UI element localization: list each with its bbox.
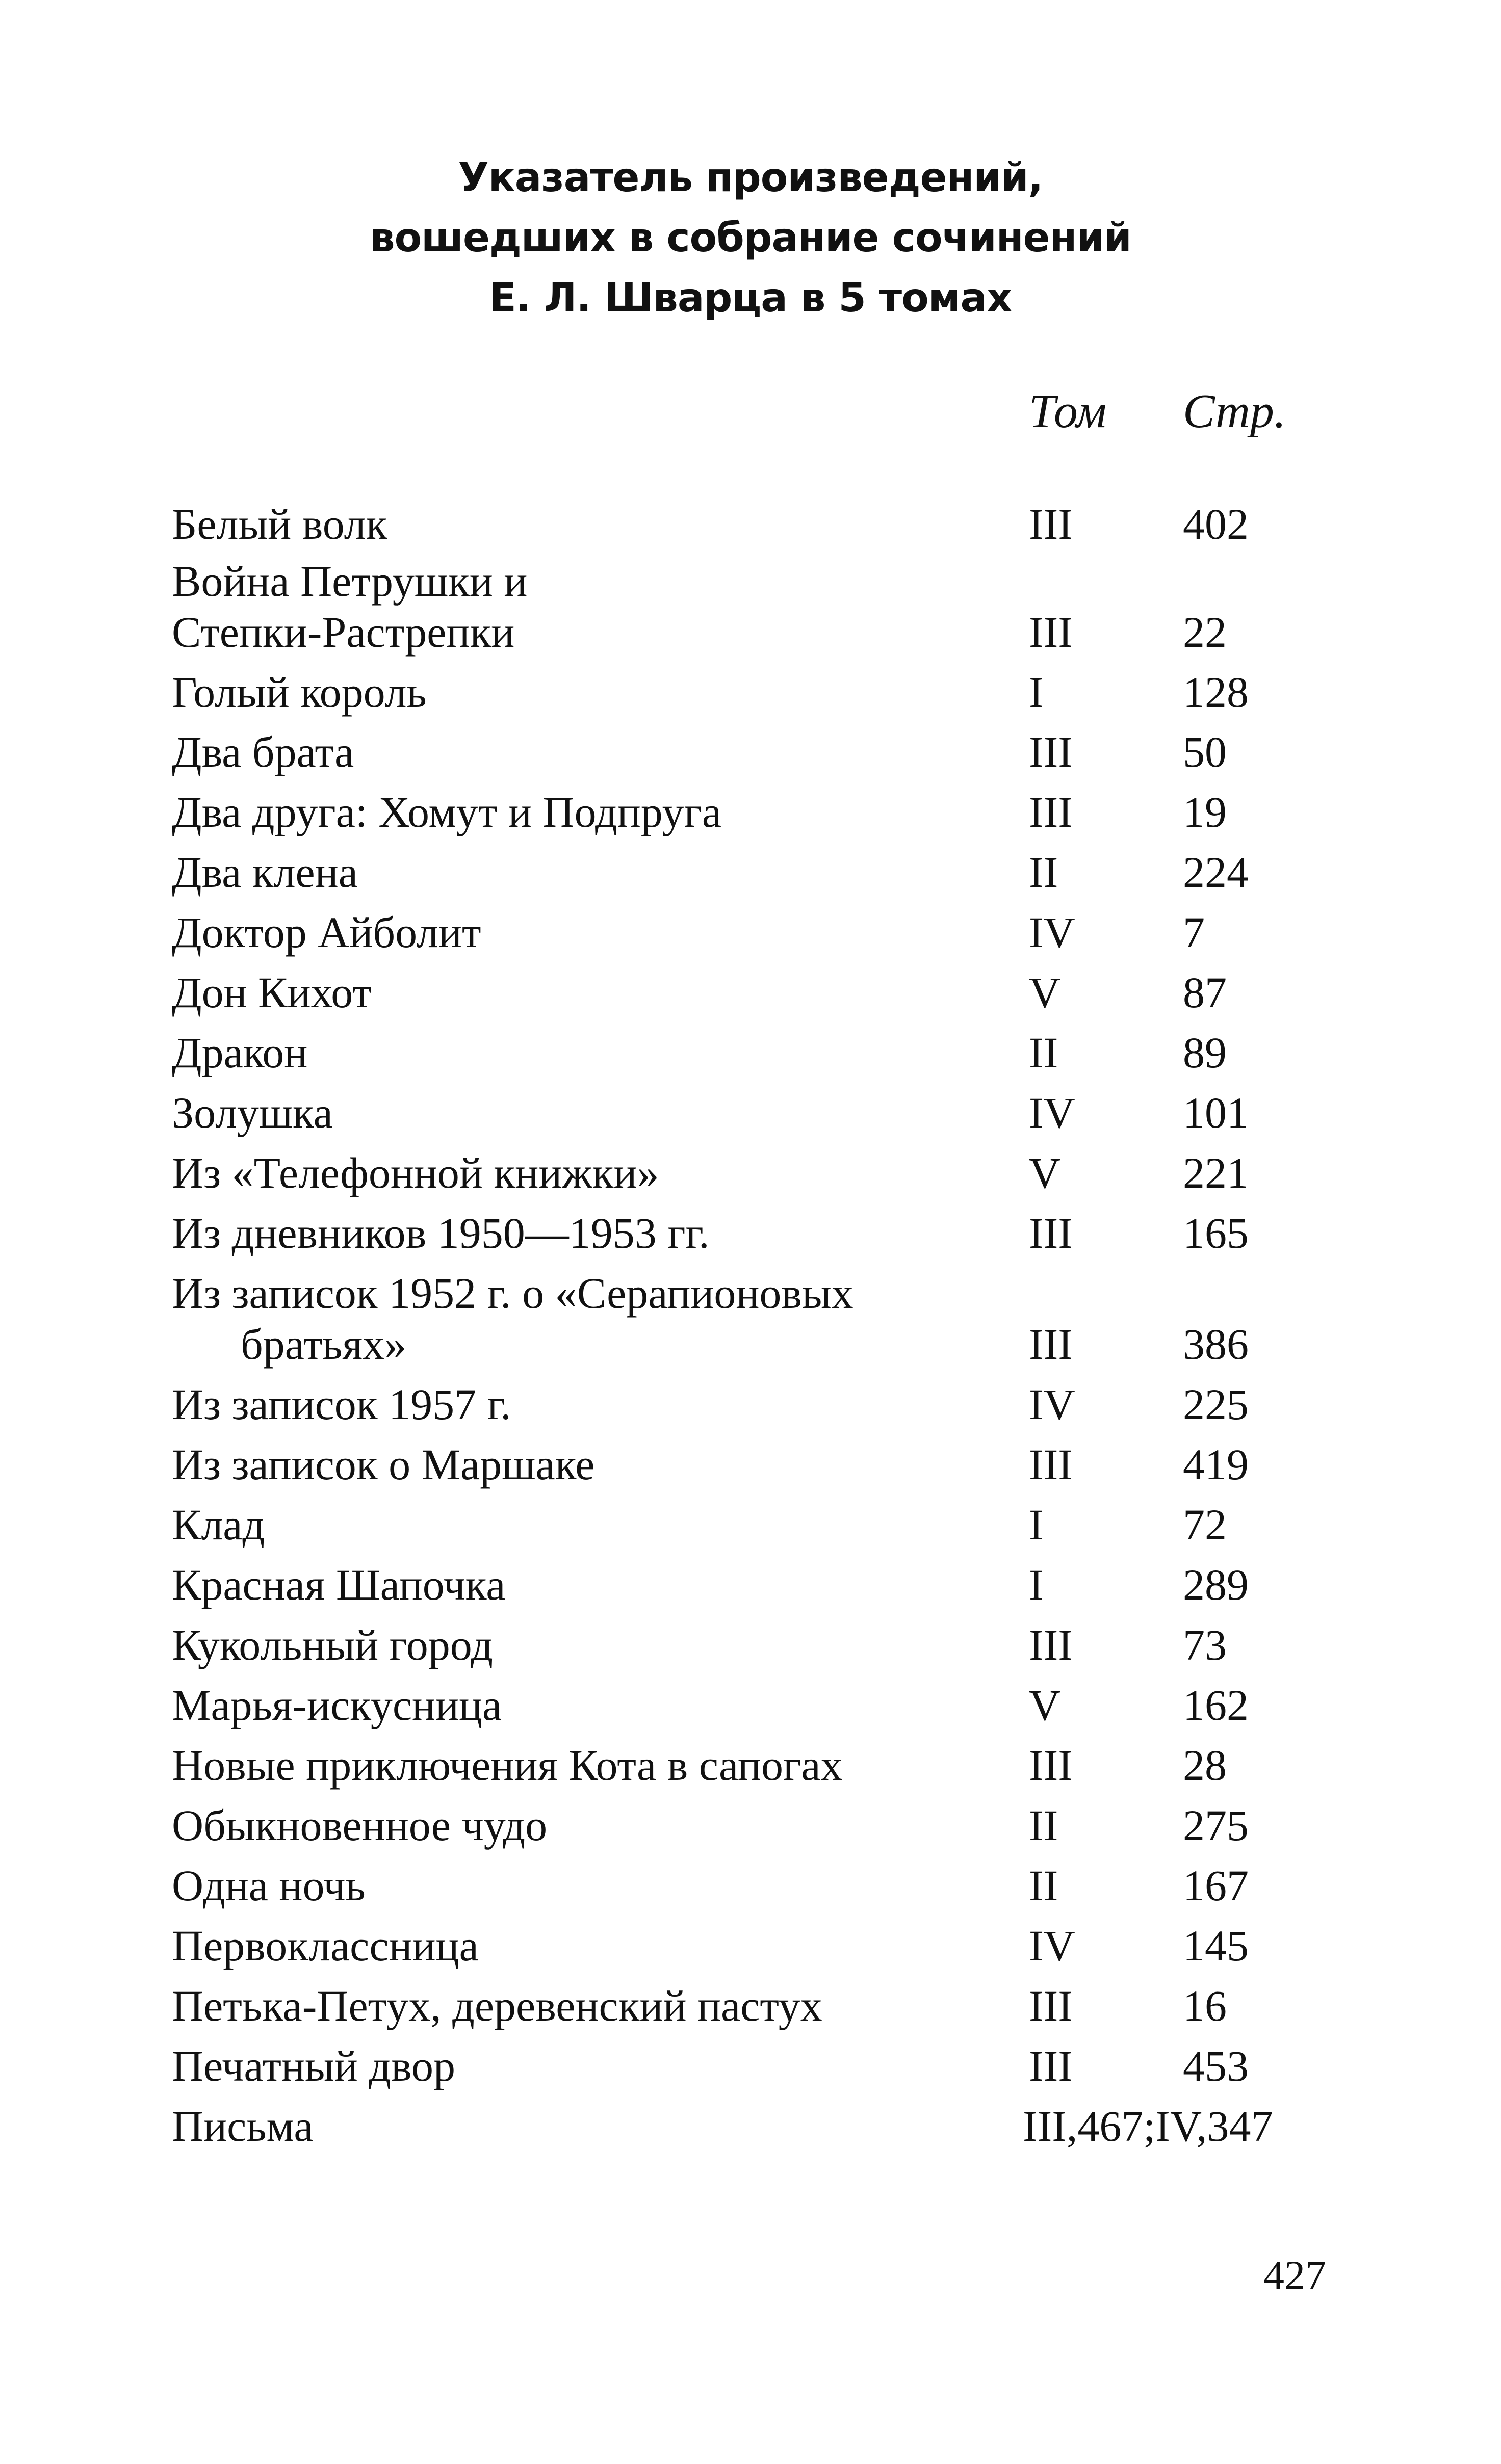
entry-volume: III: [1029, 788, 1073, 836]
entry-volume: II: [1029, 848, 1058, 897]
entry-title: Доктор Айболит: [172, 908, 481, 957]
column-header-page: Стр.: [1183, 385, 1286, 438]
entry-volume: II: [1029, 1028, 1058, 1077]
entry-title: Из «Телефонной книжки»: [172, 1148, 659, 1197]
entry-page: 224: [1183, 848, 1249, 897]
entry-page: 225: [1183, 1380, 1249, 1429]
entry-volume: I: [1029, 668, 1044, 717]
entry-title: Письма: [172, 2102, 314, 2151]
entry-title: Два брата: [172, 727, 354, 776]
entry-title: Марья-искусница: [172, 1681, 502, 1729]
entry-volume: I: [1029, 1500, 1044, 1549]
entry-volume: V: [1029, 1148, 1061, 1197]
entry-title: братьях»: [241, 1320, 407, 1369]
page-number: 427: [1263, 2252, 1326, 2298]
entry-title: Дон Кихот: [172, 968, 372, 1017]
entry-page: 165: [1183, 1209, 1249, 1257]
entry-title: Степки-Растрепки: [172, 608, 515, 657]
entry-volume: II: [1029, 1861, 1058, 1910]
entry-page: 128: [1183, 668, 1249, 717]
entry-volume: IV: [1029, 1380, 1075, 1429]
entry-page: 275: [1183, 1801, 1249, 1850]
entry-volume: IV: [1029, 908, 1075, 957]
entry-title: Из записок 1952 г. о «Серапионовых: [172, 1269, 853, 1318]
entry-volume: III: [1029, 2041, 1073, 2090]
entry-volume: III: [1029, 1741, 1073, 1790]
title-line: вошедших в собрание сочинений: [370, 215, 1131, 261]
entry-volume: III: [1029, 1620, 1073, 1669]
entry-title: Одна ночь: [172, 1861, 366, 1910]
entry-volume: III: [1029, 1320, 1073, 1369]
title-line: Е. Л. Шварца в 5 томах: [489, 275, 1012, 321]
entry-volume: III: [1029, 727, 1073, 776]
entry-title: Клад: [172, 1500, 265, 1549]
entry-title: Два клена: [172, 848, 358, 897]
entry-title: Новые приключения Кота в сапогах: [172, 1741, 843, 1790]
entry-page: 22: [1183, 608, 1227, 657]
entry-title: Из записок 1957 г.: [172, 1380, 511, 1429]
entry-page: 19: [1183, 788, 1227, 836]
entry-volume: III: [1029, 1209, 1073, 1257]
entry-page: 72: [1183, 1500, 1227, 1549]
entry-volume: III: [1029, 1981, 1073, 2030]
entry-page: 16: [1183, 1981, 1227, 2030]
entry-title: Голый король: [172, 668, 427, 717]
entry-title: Белый волк: [172, 500, 387, 548]
entry-page: 87: [1183, 968, 1227, 1017]
entry-volume: III: [1029, 608, 1073, 657]
entry-page: 50: [1183, 727, 1227, 776]
entry-volume: V: [1029, 1681, 1061, 1729]
entry-page: 28: [1183, 1741, 1227, 1790]
entry-title: Дракон: [172, 1028, 308, 1077]
entry-page: 7: [1183, 908, 1205, 957]
entry-page: 221: [1183, 1148, 1249, 1197]
entry-volume: III: [1029, 1440, 1073, 1489]
entry-page: 101: [1183, 1088, 1249, 1137]
entry-volume: IV: [1029, 1088, 1075, 1137]
entry-page: 453: [1183, 2041, 1249, 2090]
entry-volume: II: [1029, 1801, 1058, 1850]
column-header-volume: Том: [1029, 385, 1107, 438]
entry-title: Золушка: [172, 1088, 333, 1137]
entry-volume: IV: [1029, 1921, 1075, 1970]
entry-title: Из дневников 1950—1953 гг.: [172, 1209, 710, 1257]
entry-volume: III: [1029, 500, 1073, 548]
entry-page: 89: [1183, 1028, 1227, 1077]
entry-page: 73: [1183, 1620, 1227, 1669]
entry-volume: V: [1029, 968, 1061, 1017]
entry-title: Печатный двор: [172, 2041, 456, 2090]
title-line: Указатель произведений,: [458, 155, 1043, 201]
entry-title: Первоклассница: [172, 1921, 479, 1970]
entry-page: 162: [1183, 1681, 1249, 1729]
entry-page: 289: [1183, 1560, 1249, 1609]
entry-title: Красная Шапочка: [172, 1560, 506, 1609]
entry-title: Война Петрушки и: [172, 557, 528, 606]
entry-title: Обыкновенное чудо: [172, 1801, 548, 1850]
entry-title: Два друга: Хомут и Подпруга: [172, 788, 722, 836]
entry-page: 145: [1183, 1921, 1249, 1970]
entry-title: Петька-Петух, деревенский пастух: [172, 1981, 822, 2030]
entry-page: 402: [1183, 500, 1249, 548]
entry-page: 386: [1183, 1320, 1249, 1369]
page-title: [0, 148, 1501, 328]
entry-title: Из записок о Маршаке: [172, 1440, 595, 1489]
entry-volume-page-combined: III,467;IV,347: [1023, 2102, 1273, 2151]
entry-volume: I: [1029, 1560, 1044, 1609]
entry-page: 419: [1183, 1440, 1249, 1489]
entry-page: 167: [1183, 1861, 1249, 1910]
entry-title: Кукольный город: [172, 1620, 494, 1669]
